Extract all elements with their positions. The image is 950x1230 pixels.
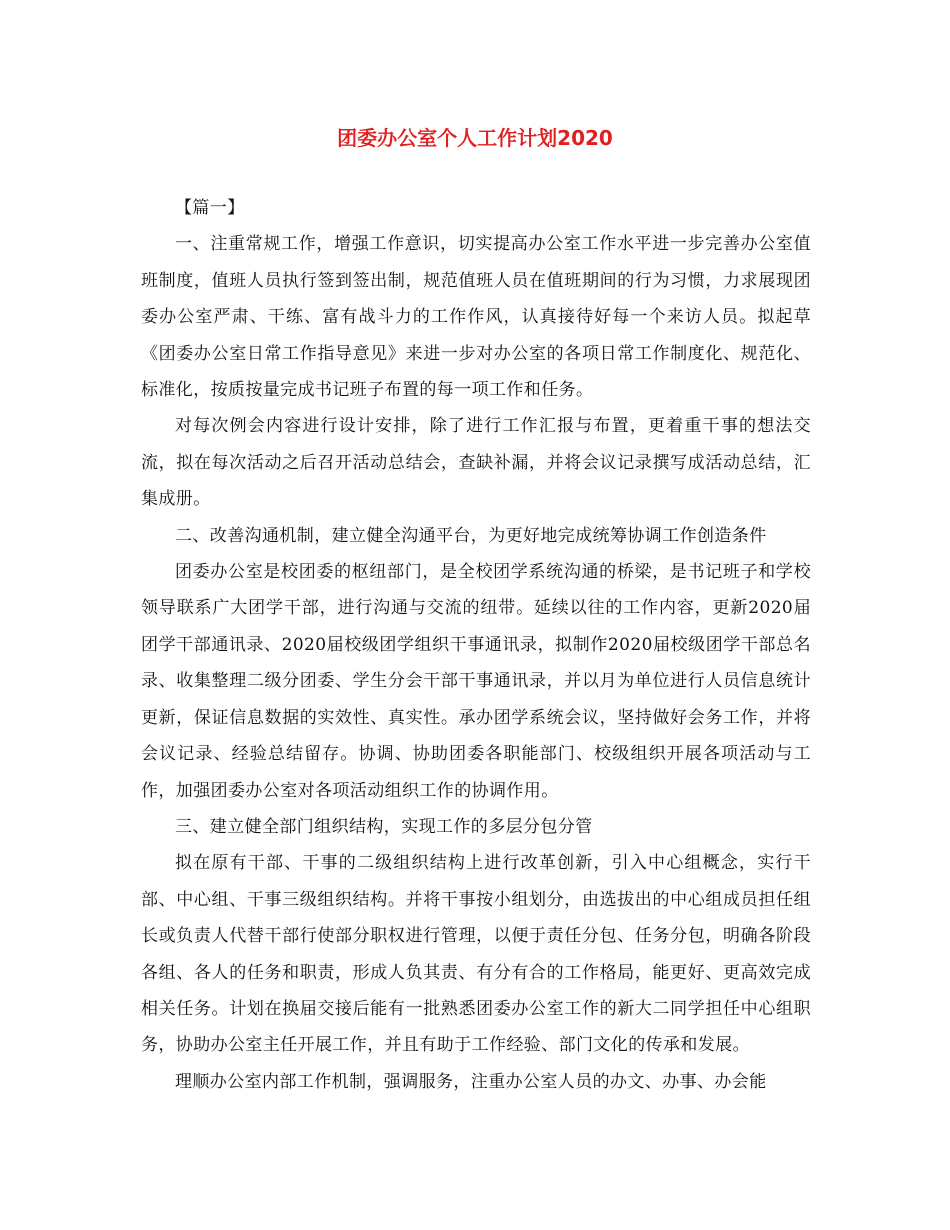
paragraph: 理顺办公室内部工作机制，强调服务，注重办公室人员的办文、办事、办会能 xyxy=(175,1071,767,1092)
section-heading: 【篇一】 xyxy=(175,198,245,218)
document-body xyxy=(141,190,811,1100)
paragraph: 拟在原有干部、干事的二级组织结构上进行改革创新，引入中心组概念，实行干部、中心组、干事三级组织结构。并将干事按小组划分，由选拔出的中心组成员担任组长或负责人代替干部行使部分职权进行管理，以便于责任分包、任务分包，明确各阶段各组、各人的任务和职责，形成人负其责、有分有合的工作格局，能更好、更高效完成相关任务。计划在换届交接后能有一批熟悉团委办公室工作的新大二同学担任中心组职务，协助办公室主任开展工作，并且有助于工作经验、部门文化的传承和发展。 xyxy=(141,853,811,1056)
document-title: 团委办公室个人工作计划2020 xyxy=(337,126,613,150)
paragraph: 一、注重常规工作，增强工作意识，切实提高办公室工作水平进一步完善办公室值班制度，值班人员执行签到签出制，规范值班人员在值班期间的行为习惯，力求展现团委办公室严肃、干练、富有战斗力的工作作风，认真接待好每一个来访人员。拟起草《团委办公室日常工作指导意见》来进一步对办公室的各项日常工作制度化、规范化、标准化，按质按量完成书记班子布置的每一项工作和任务。 xyxy=(141,234,811,401)
paragraph: 对每次例会内容进行设计安排，除了进行工作汇报与布置，更着重干事的想法交流，拟在每次活动之后召开活动总结会，查缺补漏，并将会议记录撰写成活动总结，汇集成册。 xyxy=(141,416,811,510)
paragraph-heading: 三、建立健全部门组织结构，实现工作的多层分包分管 xyxy=(175,816,593,837)
paragraph: 团委办公室是校团委的枢纽部门，是全校团学系统沟通的桥梁，是书记班子和学校领导联系广大团学干部，进行沟通与交流的纽带。延续以往的工作内容，更新2020届团学干部通讯录、2020届校级团学组织干事通讯录，拟制作2020届校级团学干部总名录、收集整理二级分团委、学生分会干部干事通讯录，并以月为单位进行人员信息统计更新，保证信息数据的实效性、真实性。承办团学系统会议，坚持做好会务工作，并将会议记录、经验总结留存。协调、协助团委各职能部门、校级组织开展各项活动与工作，加强团委办公室对各项活动组织工作的协调作用。 xyxy=(141,562,811,801)
paragraph-heading: 二、改善沟通机制，建立健全沟通平台，为更好地完成统筹协调工作创造条件 xyxy=(175,525,767,546)
